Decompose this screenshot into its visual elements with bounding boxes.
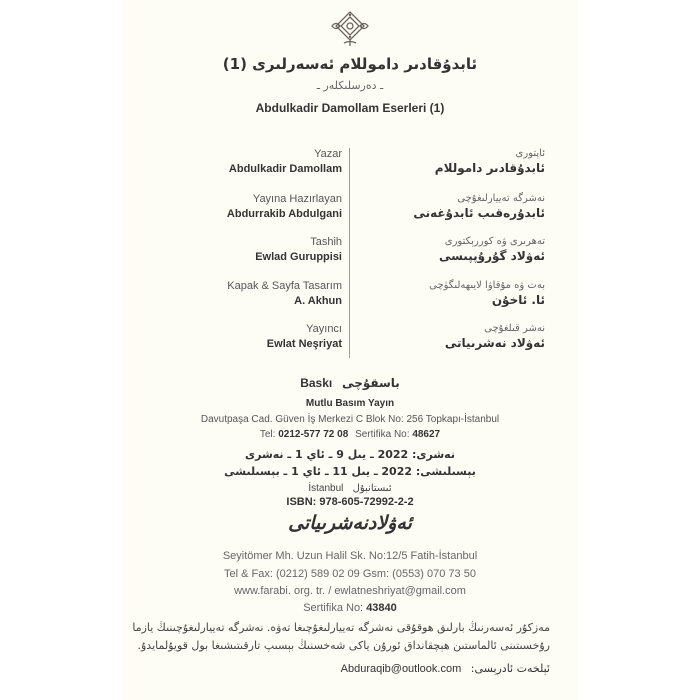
publisher-cert-label: Sertifika No:: [303, 602, 364, 614]
credit-yayinci-latin: [180, 323, 342, 350]
credit-name: Ewlat Neşriyat: [266, 338, 342, 350]
floral-ornament-icon: [330, 10, 370, 48]
credit-tasarim-latin: [180, 280, 342, 307]
credit-role: Yazar: [314, 148, 342, 160]
title-latin: Abdulkadir Damollam Eserleri (1): [255, 101, 445, 115]
credit-role: Kapak & Sayfa Tasarım: [227, 280, 342, 292]
title-uyghur: ئابدۇقادىر داموللام ئەسەرلىرى (1): [222, 55, 478, 73]
city: [122, 483, 578, 494]
print-label-uyghur: باسقۇچى: [342, 376, 400, 390]
print-label: [122, 376, 578, 390]
credit-name: Abdurrakib Abdulgani: [226, 208, 342, 220]
publisher-logo: ئەۋلادنەشرىياتى: [288, 512, 412, 534]
contact-line: [175, 662, 550, 675]
city-latin: İstanbul: [308, 483, 344, 494]
credit-role: بەت ۋە مۇقاۋا لايىھەلىگۈچى: [429, 280, 545, 291]
city-uyghur: ئىستانبۇل: [352, 483, 392, 494]
credit-name: ئابدۇقادىر داموللام: [434, 161, 545, 175]
credit-role: Yayıncı: [306, 323, 342, 335]
credit-name: A. Akhun: [294, 295, 342, 307]
credit-tashih-latin: [180, 236, 342, 263]
contact-email[interactable]: Abduraqib@outlook.com: [340, 663, 462, 675]
credit-tashih-uyghur: [355, 236, 545, 263]
isbn: ISBN: 978-605-72992-2-2: [286, 496, 414, 508]
publisher-phones: Tel & Fax: (0212) 589 02 09 Gsm: (0553) 070 73 50: [224, 568, 476, 580]
credit-name: Ewlad Guruppisi: [255, 251, 342, 263]
print-label-latin: Baskı: [300, 376, 333, 390]
credit-hazirlayan-latin: [180, 193, 342, 220]
edition-first-print: بېسىلىشى: 2022 ـ يىل 11 ـ ئاي 1 ـ بېسىلىشى: [224, 465, 476, 478]
column-divider: [349, 148, 350, 358]
publisher-cert-number: 43840: [366, 602, 397, 614]
credit-yayinci-uyghur: [355, 323, 545, 350]
edition-first: نەشرى: 2022 ـ يىل 9 ـ ئاي 1 ـ نەشرى: [245, 448, 455, 461]
credit-role: Yayına Hazırlayan: [252, 193, 342, 205]
ornament: [330, 10, 370, 52]
publisher-address: Seyitömer Mh. Uzun Halil Sk. No:12/5 Fatih-İstanbul: [222, 550, 478, 562]
credit-name: ئەۋلاد گۇرۇپپىسى: [438, 249, 545, 263]
printer-address: Davutpaşa Cad. Güven İş Merkezi C Blok No: 256 Topkapı-İstanbul: [200, 414, 500, 425]
contact-label: ئېلخەت ئادرېسى:: [470, 662, 550, 675]
credit-role: Tashih: [310, 236, 342, 248]
credit-name: ئا. ئاخۇن: [491, 293, 545, 307]
credit-hazirlayan-uyghur: [355, 193, 545, 220]
publisher-web: www.farabi. org. tr. / ewlatneshriyat@gmail.com: [234, 585, 466, 597]
rights-notice-line: رۇخسىتىنى ئالماستىن ھېچقانداق ئورۇن ياكى شەخسنىڭ بېسىپ تارقىتىشىغا بول قويۇلمايدۇ.: [137, 639, 550, 652]
rights-notice-line: مەزكۇر ئەسەرنىڭ بارلىق ھوقۇقى نەشرگە تەييارلىغۇچىغا تەۋە. نەشرگە تەييارلىغۇچىنىڭ يازما: [132, 621, 550, 634]
printer-tel: 0212-577 72 08: [278, 429, 349, 440]
subtitle-uyghur: ـ دەرسلىكلەر ـ: [316, 79, 384, 92]
credit-role: تەھرىرى ۋە كوررېكتورى: [444, 236, 545, 247]
credit-yazar-latin: [180, 148, 342, 175]
printer-contact: [122, 429, 578, 440]
credit-role: نەشر قىلغۇچى: [484, 323, 545, 334]
printer-cert-label: Sertifika No:: [355, 429, 410, 440]
credit-role: نەشرگە تەييارلىغۇچى: [457, 193, 545, 204]
credit-tasarim-uyghur: [355, 280, 545, 307]
printer-cert: 48627: [412, 429, 441, 440]
printer-name: Mutlu Basım Yayın: [305, 398, 395, 409]
credit-role: ئاپتورى: [515, 148, 545, 159]
publisher-cert: [122, 602, 578, 614]
printer-tel-label: Tel:: [259, 429, 276, 440]
credit-yazar-uyghur: [355, 148, 545, 175]
credit-name: Abdulkadir Damollam: [228, 163, 342, 175]
credit-name: ئابدۇرەقىب ئابدۇغەنى: [413, 206, 545, 220]
credit-name: ئەۋلاد نەشرىياتى: [444, 336, 545, 350]
